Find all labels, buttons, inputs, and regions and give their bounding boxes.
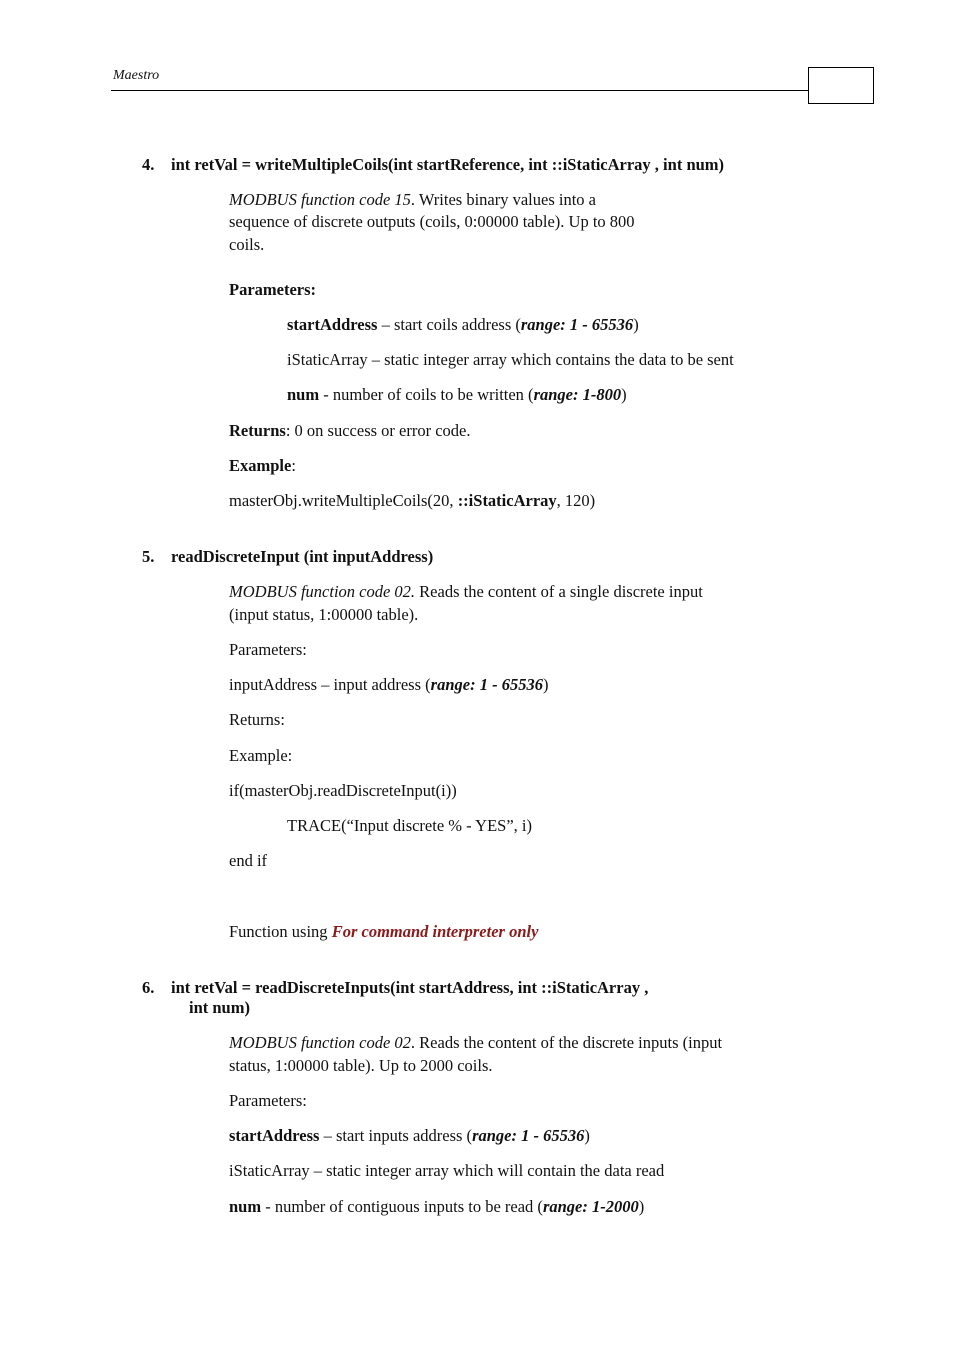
- example-label: Example: [229, 456, 292, 475]
- param-range: range: 1 - 65536: [430, 675, 543, 694]
- description-line: [229, 190, 596, 210]
- param-name: num: [229, 1197, 262, 1216]
- returns-text: : 0 on success or error code.: [285, 421, 471, 440]
- function-code-text: MODBUS function code 02.: [229, 582, 416, 601]
- code-line: end if: [229, 851, 268, 870]
- returns-label: Returns: [229, 421, 286, 440]
- parameter-start-address: [287, 315, 639, 335]
- param-close: ): [633, 315, 639, 334]
- param-close: ): [621, 385, 627, 404]
- example-code: [229, 491, 595, 511]
- description-text: Reads the content of a single discrete input: [415, 582, 703, 601]
- parameter-num: [287, 385, 627, 405]
- description-line: status, 1:00000 table). Up to 2000 coils.: [229, 1056, 493, 1075]
- description-text: . Writes binary values into a: [410, 190, 596, 209]
- param-range: range: 1 - 65536: [520, 315, 634, 334]
- param-name: num: [287, 385, 320, 404]
- parameters-heading: Parameters:: [229, 1091, 307, 1110]
- param-range: range: 1-800: [533, 385, 622, 404]
- description-line: coils.: [229, 235, 265, 254]
- running-header-title: Maestro: [113, 68, 160, 83]
- example-heading: [229, 456, 296, 476]
- example-colon: :: [291, 456, 296, 475]
- function-code: MODBUS function code 15: [229, 190, 411, 209]
- parameter-input-address: [229, 675, 548, 695]
- param-text: inputAddress – input address (: [229, 675, 431, 694]
- parameter-start-address: [229, 1126, 590, 1146]
- header-rule: [111, 90, 809, 91]
- description-line: sequence of discrete outputs (coils, 0:00000 table). Up to 800: [229, 212, 635, 231]
- param-range: range: 1-2000: [542, 1197, 639, 1216]
- parameters-heading: Parameters:: [229, 640, 307, 659]
- parameter-istaticarray: iStaticArray – static integer array which contains the data to be sent: [287, 350, 734, 369]
- param-close: ): [638, 1197, 645, 1216]
- param-range: range: 1 - 65536: [472, 1126, 585, 1145]
- param-close: ): [542, 675, 549, 694]
- code-text: , 120): [556, 491, 596, 510]
- function-signature: int retVal = readDiscreteInputs(int startAddress, int ::iStaticArray ,: [171, 978, 649, 997]
- function-signature: int retVal = writeMultipleCoils(int startReference, int ::iStaticArray , int num): [171, 155, 725, 174]
- item-number: 4.: [142, 155, 155, 174]
- param-name: startAddress: [229, 1126, 320, 1145]
- code-line: TRACE(“Input discrete % - YES”, i): [287, 816, 532, 835]
- description-text: . Reads the content of the discrete inputs (input: [410, 1033, 723, 1052]
- page-number-box: [808, 67, 874, 104]
- param-text: - number of contiguous inputs to be read (: [261, 1197, 543, 1216]
- description-line: [229, 1033, 722, 1053]
- function-signature: readDiscreteInput (int inputAddress): [171, 547, 434, 566]
- param-close: ): [584, 1126, 590, 1145]
- item-number: 6.: [142, 978, 155, 997]
- param-text: - number of coils to be written (: [319, 385, 534, 404]
- parameter-istaticarray: iStaticArray – static integer array which will contain the data read: [229, 1161, 665, 1180]
- code-line: if(masterObj.readDiscreteInput(i)): [229, 781, 457, 800]
- description-line: [229, 582, 703, 602]
- parameters-heading: Parameters:: [229, 280, 317, 299]
- param-text: – start inputs address (: [319, 1126, 473, 1145]
- function-code: MODBUS function code 02: [229, 1033, 411, 1052]
- returns-line: [229, 421, 471, 441]
- code-text: masterObj.writeMultipleCoils(20,: [229, 491, 458, 510]
- code-argument: ::iStaticArray: [457, 491, 557, 510]
- param-text: – start coils address (: [377, 315, 521, 334]
- parameter-num: [229, 1197, 644, 1217]
- returns-heading: Returns:: [229, 710, 285, 729]
- function-signature-continued: int num): [189, 998, 250, 1017]
- example-heading: Example:: [229, 746, 293, 765]
- function-code: [229, 582, 415, 601]
- item-number: 5.: [142, 547, 155, 566]
- using-text: Function using: [229, 922, 332, 941]
- command-interpreter-link[interactable]: For command interpreter only: [331, 922, 539, 941]
- param-name: startAddress: [287, 315, 378, 334]
- description-line: (input status, 1:00000 table).: [229, 605, 419, 624]
- function-using-line: [229, 922, 538, 942]
